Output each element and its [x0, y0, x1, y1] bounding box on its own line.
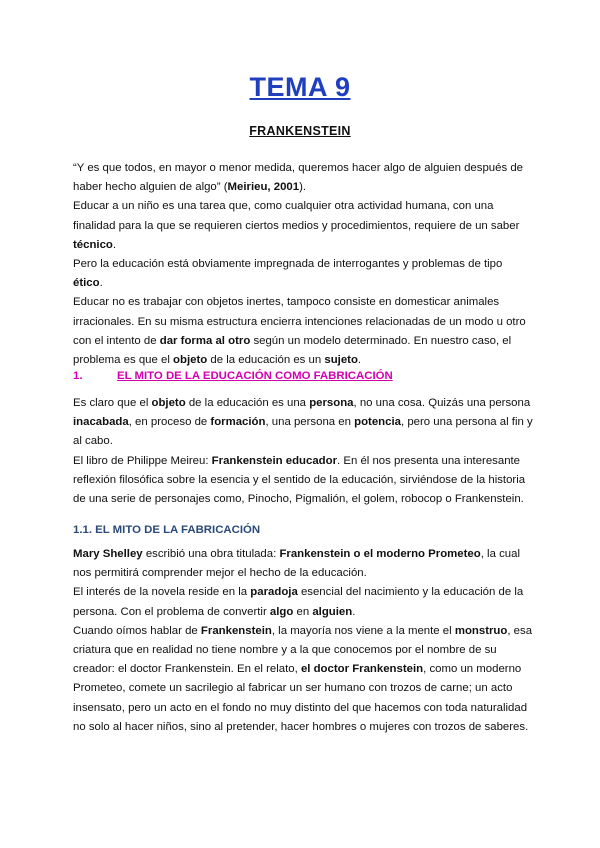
intro-paragraph-4: Educar no es trabajar con objetos inertes, tampoco consiste en domesticar animales irracionales. En su misma estructura encierra intenciones relacionadas de un modo u otro con el intento de dar forma al otro según un modelo determinado. En nuestro caso, el problema es que el objeto de la educación es un sujeto. — [73, 296, 526, 367]
section-1-heading: 1. EL MITO DE LA EDUCACIÓN COMO FABRICACIÓN — [73, 370, 393, 382]
section-1-paragraph-2: El libro de Philippe Meireu: Frankenstein educador. En él nos presenta una interesante reflexión filosófica sobre la esencia y el sentido de la educación, sirviéndose de la historia de una serie de personajes como, Pinocho, Pigmalión, el golem, robocop o Frankenstein. — [73, 454, 526, 506]
section-1-number: 1. — [73, 370, 83, 382]
intro-paragraph-2: Educar a un niño es una tarea que, como cualquier otra actividad humana, con una finalidad para la que se requieren ciertos medios y procedimientos, requiere de un saber técnico. — [73, 200, 520, 251]
quote-author: Meirieu, 2001 — [227, 181, 300, 194]
page-title: TEMA 9 — [249, 72, 351, 102]
section-1-1-paragraph-1: Mary Shelley escribió una obra titulada: Frankenstein o el moderno Prometeo, la cual nos permitirá comprender mejor el hecho de la educación. — [73, 548, 520, 580]
section-1-paragraph-1: Es claro que el objeto de la educación es una persona, no una cosa. Quizás una persona inacabada, en proceso de formación, una persona en potencia, pero una persona al fin y al cabo. — [73, 397, 533, 448]
intro-block — [73, 159, 533, 370]
section-1-1-paragraph-2: El interés de la novela reside en la paradoja esencial del nacimiento y la educación de la persona. Con el problema de convertir algo en alguien. — [73, 586, 524, 618]
intro-paragraph-3: Pero la educación está obviamente impregnada de interrogantes y problemas de tipo ético. — [73, 258, 503, 290]
section-1-1-heading: 1.1. EL MITO DE LA FABRICACIÓN — [73, 524, 261, 536]
section-1-1-block — [73, 545, 533, 737]
section-1-block — [73, 394, 533, 509]
page-subtitle: FRANKENSTEIN — [249, 124, 351, 138]
intro-quote: “Y es que todos, en mayor o menor medida, queremos hacer algo de alguien después de haber hecho alguien de algo” (Meirieu, 2001). — [73, 162, 524, 194]
section-1-1-paragraph-3: Cuando oímos hablar de Frankenstein, la mayoría nos viene a la mente el monstruo, esa criatura que en realidad no tiene nombre y a la que conocemos por el nombre de su creador: el doctor Frankenstein. En el relato, el doctor Frankenstein, como un moderno Prometeo, comete un sacrilegio al fabricar un ser humano con trozos de carne; un acto insensato, pero un acto en el fondo no muy distinto del que hacemos con toda naturalidad no solo al hacer niños, sino al pretender, hacer hombres o mujeres con trozos de saberes. — [73, 624, 533, 733]
